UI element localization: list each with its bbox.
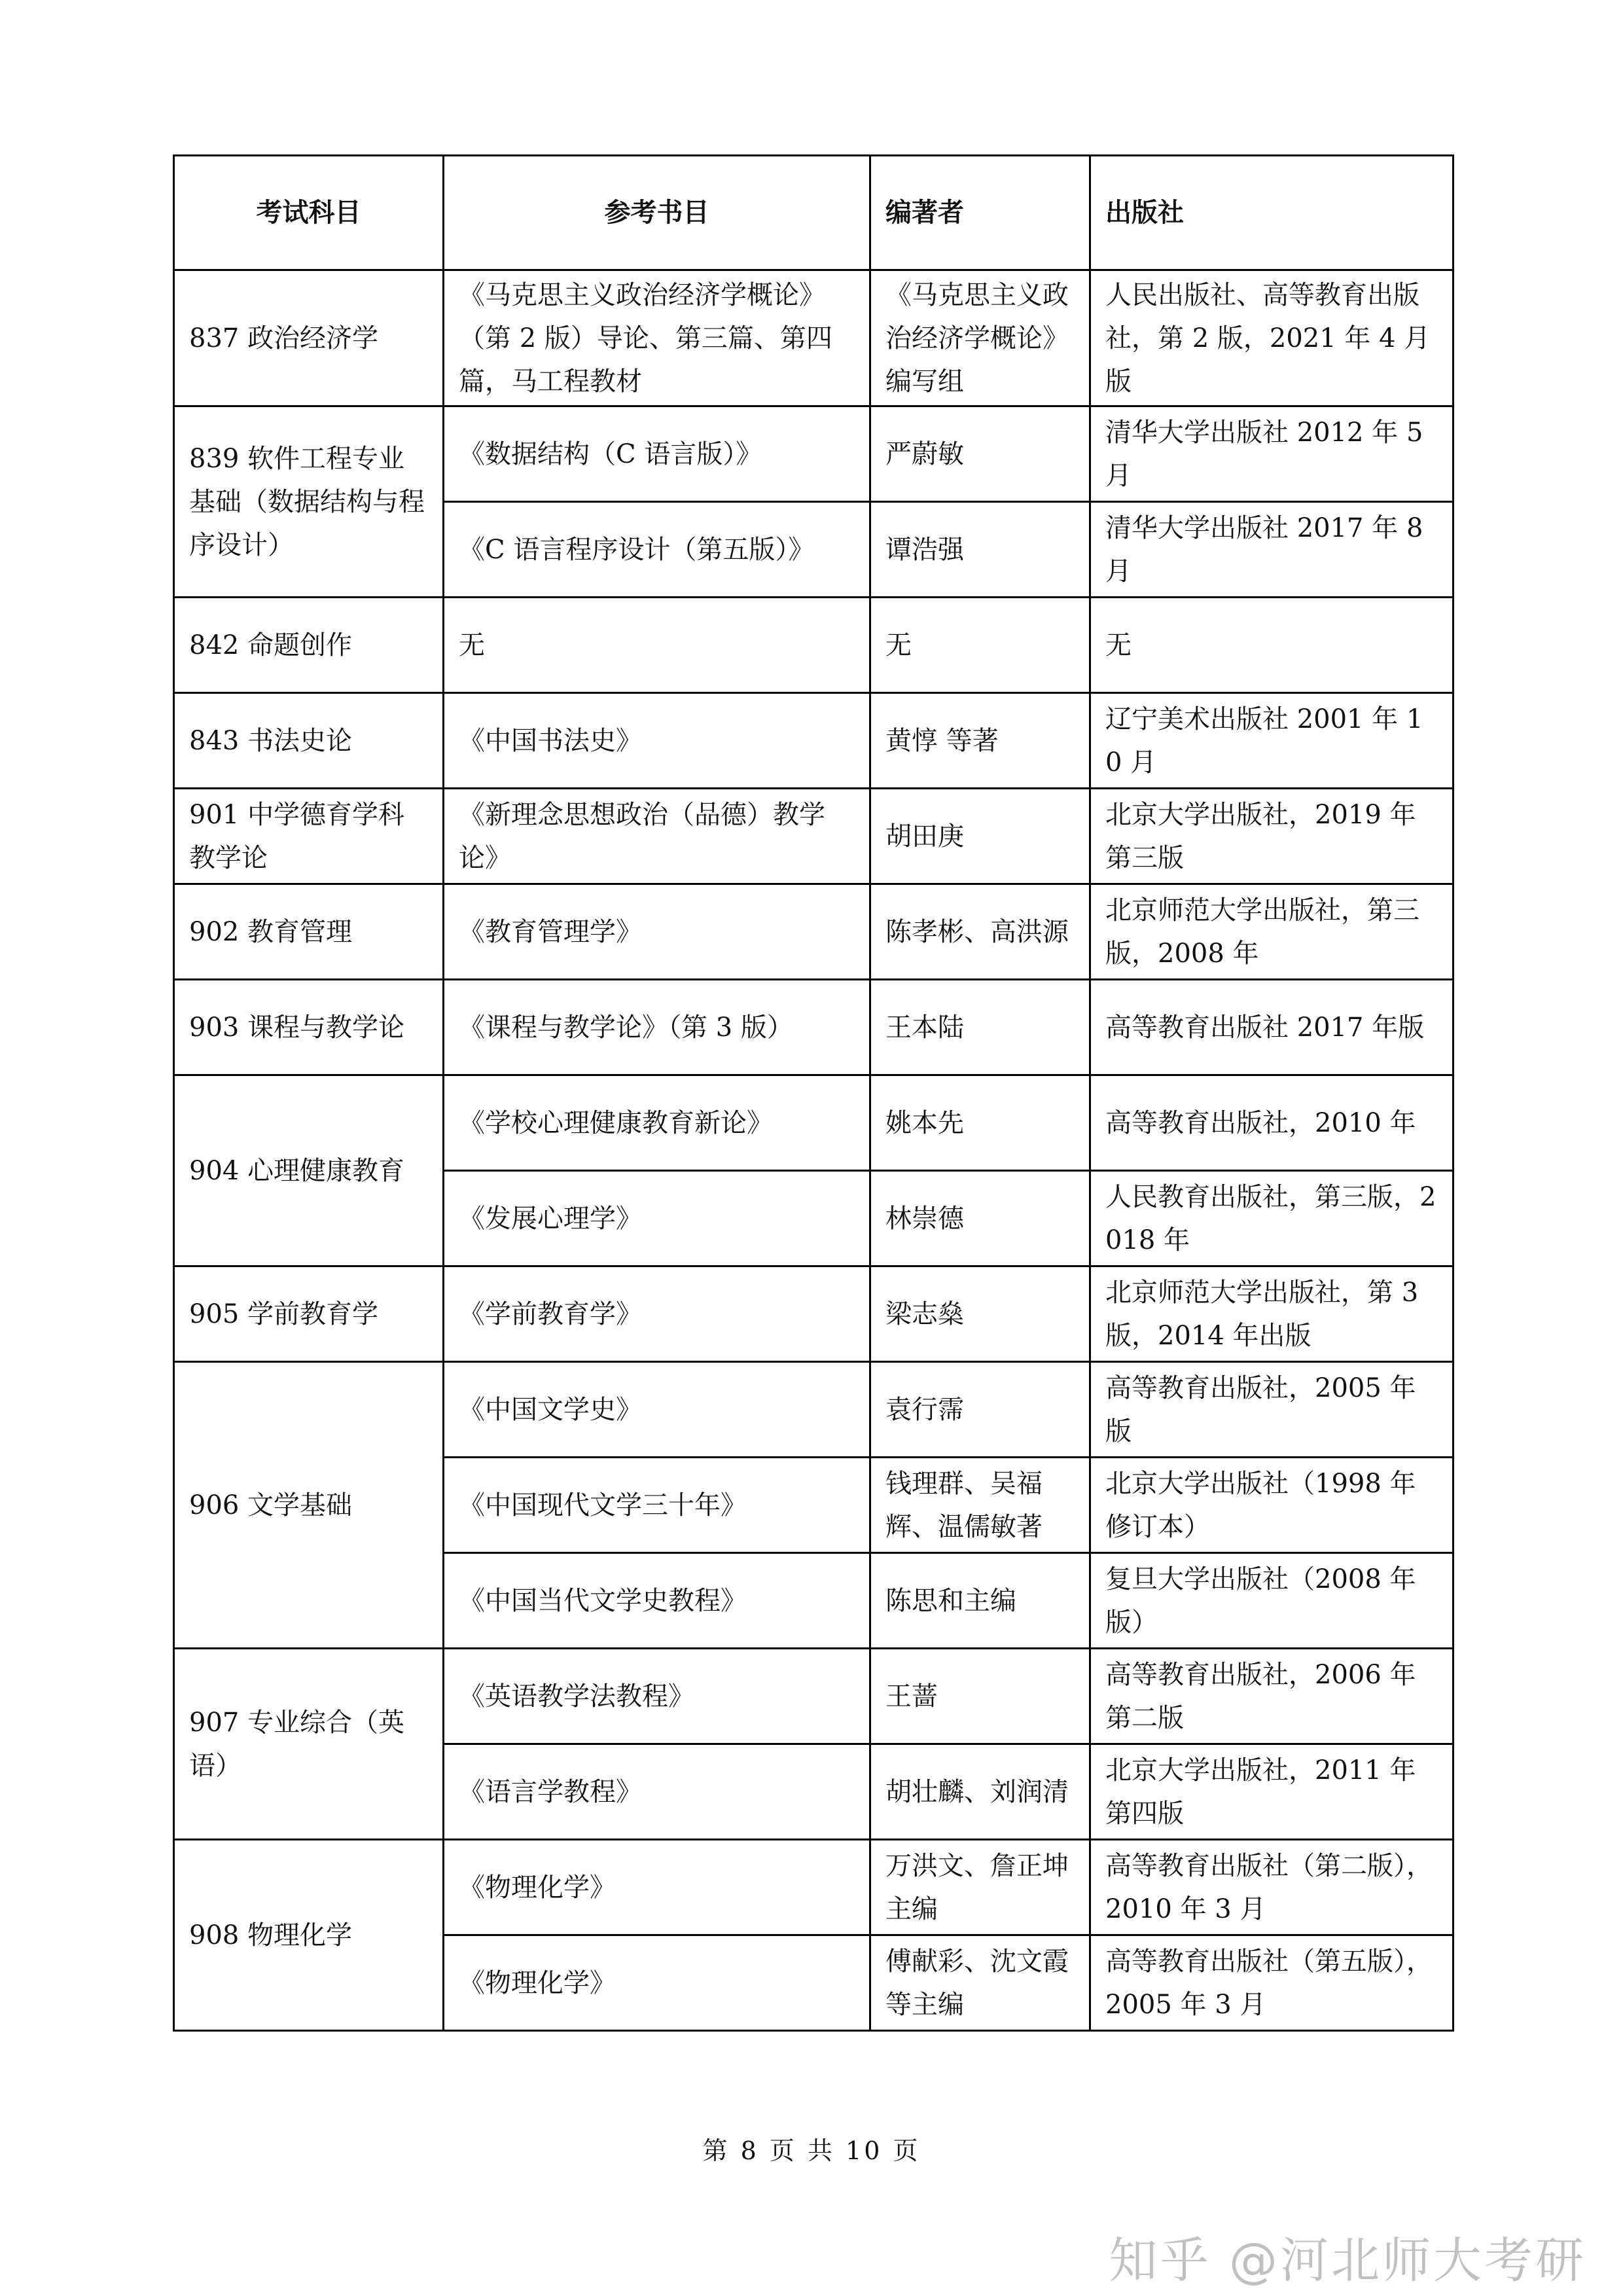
subject-cell: 905 学前教育学 (174, 1266, 444, 1362)
publisher-cell: 清华大学出版社 2017 年 8 月 (1090, 502, 1454, 598)
publisher-cell: 北京大学出版社，2019 年第三版 (1090, 789, 1454, 884)
publisher-cell: 辽宁美术出版社 2001 年 10 月 (1090, 693, 1454, 789)
subject-cell: 907 专业综合（英语） (174, 1649, 444, 1840)
author-cell: 袁行霈 (870, 1362, 1090, 1458)
table-row (174, 1649, 1454, 1744)
book-cell: 《教育管理学》 (444, 884, 870, 980)
author-cell: 《马克思主义政治经济学概论》编写组 (870, 270, 1090, 406)
author-cell: 傅献彩、沈文霞等主编 (870, 1935, 1090, 2031)
reference-book-table (173, 154, 1454, 2032)
book-cell: 无 (444, 598, 870, 693)
author-cell: 陈思和主编 (870, 1553, 1090, 1649)
publisher-cell: 高等教育出版社，2010 年 (1090, 1075, 1454, 1171)
header-publisher: 出版社 (1090, 156, 1454, 270)
page-number: 第 8 页 共 10 页 (702, 2136, 921, 2165)
subject-cell: 904 心理健康教育 (174, 1075, 444, 1266)
publisher-cell: 清华大学出版社 2012 年 5 月 (1090, 406, 1454, 502)
publisher-cell: 北京大学出版社（1998 年修订本） (1090, 1458, 1454, 1553)
table-row (174, 1840, 1454, 1935)
subject-cell: 837 政治经济学 (174, 270, 444, 406)
publisher-cell: 北京师范大学出版社，第 3 版，2014 年出版 (1090, 1266, 1454, 1362)
author-cell: 姚本先 (870, 1075, 1090, 1171)
publisher-cell: 北京大学出版社，2011 年第四版 (1090, 1744, 1454, 1840)
table-row (174, 1266, 1454, 1362)
author-cell: 万洪文、詹正坤主编 (870, 1840, 1090, 1935)
author-cell: 王本陆 (870, 980, 1090, 1075)
table-row (174, 406, 1454, 502)
subject-cell: 839 软件工程专业基础（数据结构与程序设计） (174, 406, 444, 598)
author-cell: 梁志燊 (870, 1266, 1090, 1362)
table-row (174, 270, 1454, 406)
publisher-cell: 高等教育出版社，2005 年版 (1090, 1362, 1454, 1458)
book-cell: 《中国文学史》 (444, 1362, 870, 1458)
author-cell: 无 (870, 598, 1090, 693)
book-cell: 《中国当代文学史教程》 (444, 1553, 870, 1649)
book-cell: 《马克思主义政治经济学概论》（第 2 版）导论、第三篇、第四篇，马工程教材 (444, 270, 870, 406)
author-cell: 胡壮麟、刘润清 (870, 1744, 1090, 1840)
book-cell: 《课程与教学论》（第 3 版） (444, 980, 870, 1075)
book-cell: 《C 语言程序设计（第五版）》 (444, 502, 870, 598)
header-subject: 考试科目 (174, 156, 444, 270)
publisher-cell: 无 (1090, 598, 1454, 693)
author-cell: 谭浩强 (870, 502, 1090, 598)
subject-cell: 843 书法史论 (174, 693, 444, 789)
table-row (174, 980, 1454, 1075)
subject-cell: 906 文学基础 (174, 1362, 444, 1649)
publisher-cell: 高等教育出版社（第五版），2005 年 3 月 (1090, 1935, 1454, 2031)
table-row (174, 1075, 1454, 1171)
book-cell: 《新理念思想政治（品德）教学论》 (444, 789, 870, 884)
table-header-row (174, 156, 1454, 270)
table-row (174, 693, 1454, 789)
publisher-cell: 人民教育出版社，第三版，2018 年 (1090, 1171, 1454, 1266)
book-cell: 《英语教学法教程》 (444, 1649, 870, 1744)
author-cell: 钱理群、吴福辉、温儒敏著 (870, 1458, 1090, 1553)
header-book: 参考书目 (444, 156, 870, 270)
book-cell: 《语言学教程》 (444, 1744, 870, 1840)
book-cell: 《中国现代文学三十年》 (444, 1458, 870, 1553)
book-cell: 《物理化学》 (444, 1840, 870, 1935)
header-author: 编著者 (870, 156, 1090, 270)
publisher-cell: 人民出版社、高等教育出版社，第 2 版，2021 年 4 月版 (1090, 270, 1454, 406)
author-cell: 严蔚敏 (870, 406, 1090, 502)
subject-cell: 903 课程与教学论 (174, 980, 444, 1075)
watermark: 知乎 @河北师大考研 (1109, 2233, 1586, 2289)
book-cell: 《中国书法史》 (444, 693, 870, 789)
table-row (174, 1362, 1454, 1458)
publisher-cell: 高等教育出版社，2006 年第二版 (1090, 1649, 1454, 1744)
author-cell: 陈孝彬、高洪源 (870, 884, 1090, 980)
book-cell: 《学校心理健康教育新论》 (444, 1075, 870, 1171)
book-cell: 《学前教育学》 (444, 1266, 870, 1362)
book-cell: 《数据结构（C 语言版）》 (444, 406, 870, 502)
table-row (174, 789, 1454, 884)
author-cell: 胡田庚 (870, 789, 1090, 884)
author-cell: 林崇德 (870, 1171, 1090, 1266)
table-row (174, 884, 1454, 980)
table-row (174, 598, 1454, 693)
subject-cell: 842 命题创作 (174, 598, 444, 693)
book-cell: 《物理化学》 (444, 1935, 870, 2031)
publisher-cell: 高等教育出版社（第二版），2010 年 3 月 (1090, 1840, 1454, 1935)
subject-cell: 902 教育管理 (174, 884, 444, 980)
publisher-cell: 高等教育出版社 2017 年版 (1090, 980, 1454, 1075)
subject-cell: 908 物理化学 (174, 1840, 444, 2031)
publisher-cell: 复旦大学出版社（2008 年版） (1090, 1553, 1454, 1649)
author-cell: 王蔷 (870, 1649, 1090, 1744)
publisher-cell: 北京师范大学出版社，第三版，2008 年 (1090, 884, 1454, 980)
author-cell: 黄惇 等著 (870, 693, 1090, 789)
book-cell: 《发展心理学》 (444, 1171, 870, 1266)
subject-cell: 901 中学德育学科教学论 (174, 789, 444, 884)
